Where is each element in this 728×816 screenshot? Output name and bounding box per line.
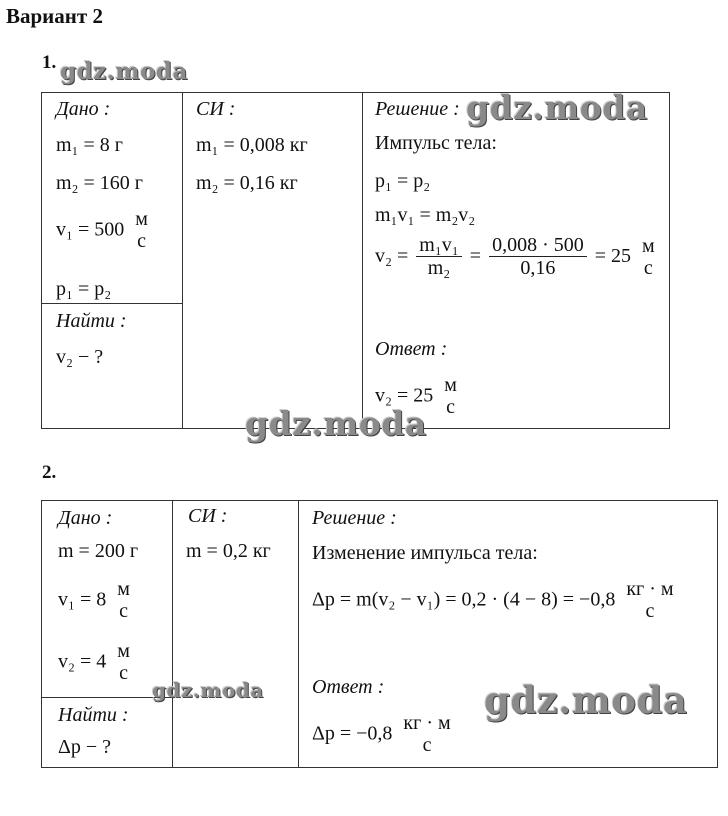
solution-header: Решение : bbox=[375, 98, 460, 120]
watermark: gdz.moda bbox=[245, 404, 427, 443]
problem-1-table bbox=[41, 92, 670, 429]
si-header: СИ : bbox=[196, 98, 236, 120]
given-p-equality: p₁ = p₂ bbox=[56, 278, 112, 300]
watermark: gdz.moda bbox=[484, 678, 688, 722]
solution-text: Импульс тела: bbox=[375, 132, 497, 154]
problem-1-number: 1. bbox=[42, 52, 57, 73]
find-header: Найти : bbox=[56, 310, 127, 332]
given-v1: v₁ = 500 м с bbox=[56, 208, 148, 252]
page-title: Вариант 2 bbox=[6, 4, 103, 28]
given-m: m = 200 г bbox=[58, 540, 139, 562]
given-m1: m₁ = 8 г bbox=[56, 134, 124, 156]
watermark: gdz.moda bbox=[152, 678, 264, 702]
row-divider bbox=[42, 303, 182, 304]
solution-eq-2: m₁v₁ = m₂v₂ bbox=[375, 204, 476, 226]
si-m: m = 0,2 кг bbox=[186, 540, 271, 562]
find-value: v₂ − ? bbox=[56, 346, 104, 368]
answer-header: Ответ : bbox=[312, 676, 385, 698]
si-m2: m₂ = 0,16 кг bbox=[196, 172, 298, 194]
answer-value: Δp = −0,8 кг · м с bbox=[312, 712, 451, 756]
solution-eq-1: p₁ = p₂ bbox=[375, 170, 431, 192]
find-value: Δp − ? bbox=[58, 736, 112, 758]
watermark: gdz.moda bbox=[60, 58, 188, 85]
column-divider bbox=[298, 501, 299, 767]
given-header: Дано : bbox=[56, 98, 111, 120]
given-header: Дано : bbox=[58, 507, 113, 529]
column-divider bbox=[182, 93, 183, 428]
solution-text: Изменение импульса тела: bbox=[312, 542, 538, 564]
solution-eq: Δp = m(v₂ − v₁) = 0,2 · (4 − 8) = −0,8 кг · м с bbox=[312, 578, 674, 622]
answer-value: v₂ = 25 м с bbox=[375, 374, 457, 418]
problem-2-number: 2. bbox=[42, 462, 57, 483]
si-header: СИ : bbox=[188, 505, 228, 527]
find-header: Найти : bbox=[58, 704, 129, 726]
column-divider bbox=[172, 501, 173, 767]
column-divider bbox=[362, 93, 363, 428]
si-m1: m₁ = 0,008 кг bbox=[196, 134, 308, 156]
problem-2-table bbox=[41, 500, 718, 768]
watermark: gdz.moda bbox=[466, 88, 648, 127]
solution-eq-3: v₂ = $\frac{\text{m₁v₁}}{\text{m₂}}$ = $\frac{0,008 \cdot 500}{0,16}$ = 25 м с bbox=[375, 234, 655, 279]
given-v1: v₁ = 8 м с bbox=[58, 578, 130, 622]
answer-header: Ответ : bbox=[375, 338, 448, 360]
given-v2: v₂ = 4 м с bbox=[58, 640, 130, 684]
given-m2: m₂ = 160 г bbox=[56, 172, 144, 194]
solution-header: Решение : bbox=[312, 507, 397, 529]
